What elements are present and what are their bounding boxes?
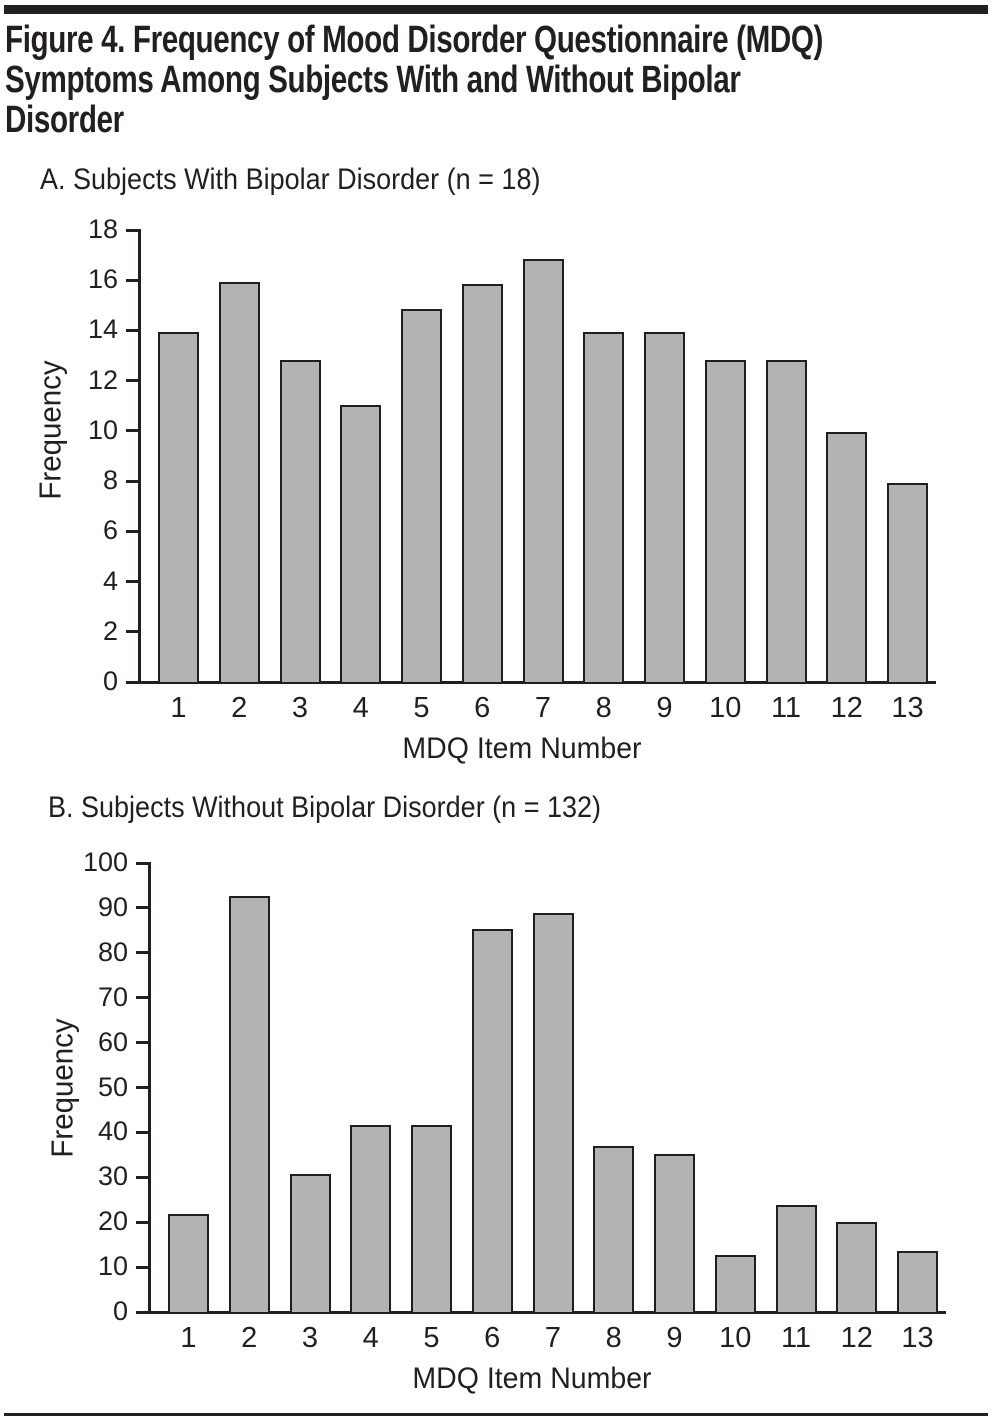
bar-item-9 bbox=[654, 1154, 695, 1314]
y-tick-label: 2 bbox=[102, 615, 118, 646]
y-tick-label: 4 bbox=[102, 565, 118, 596]
x-tick-label: 9 bbox=[666, 1322, 683, 1354]
figure-title-line-2: Symptoms Among Subjects With and Without Bipolar bbox=[5, 59, 741, 101]
y-tick-label: 8 bbox=[102, 465, 118, 496]
x-tick-label: 7 bbox=[544, 1322, 562, 1354]
bar-item-12 bbox=[826, 432, 867, 684]
y-tick-label: 12 bbox=[87, 364, 118, 395]
y-tick-mark bbox=[126, 681, 138, 684]
figure-title bbox=[5, 20, 994, 140]
y-tick-label: 100 bbox=[82, 847, 128, 877]
x-tick-label: 3 bbox=[301, 1322, 319, 1354]
x-tick-label: 7 bbox=[534, 692, 552, 724]
x-tick-label: 6 bbox=[474, 692, 491, 724]
bar-item-1 bbox=[168, 1214, 209, 1314]
bar-item-7 bbox=[523, 259, 564, 684]
y-tick-mark bbox=[126, 480, 138, 483]
bar-item-8 bbox=[593, 1146, 634, 1314]
y-tick-label: 70 bbox=[97, 981, 128, 1012]
y-tick-label: 18 bbox=[87, 214, 118, 244]
y-axis bbox=[138, 229, 141, 684]
bar-item-12 bbox=[836, 1222, 877, 1314]
x-tick-label: 1 bbox=[170, 692, 187, 724]
x-tick-label: 8 bbox=[595, 692, 612, 724]
x-tick-label: 13 bbox=[891, 692, 924, 724]
x-tick-label: 10 bbox=[709, 692, 742, 724]
top-rule bbox=[4, 5, 988, 14]
y-tick-label: 14 bbox=[87, 314, 118, 345]
y-tick-mark bbox=[136, 1086, 148, 1089]
y-tick-mark bbox=[126, 580, 138, 583]
bar-item-13 bbox=[897, 1251, 938, 1314]
y-tick-mark bbox=[136, 862, 148, 865]
figure-title-line-1: Figure 4. Frequency of Mood Disorder Questionnaire (MDQ) bbox=[5, 19, 824, 61]
y-tick-mark bbox=[136, 1221, 148, 1224]
x-tick-label: 2 bbox=[241, 1322, 258, 1354]
y-tick-label: 0 bbox=[112, 1296, 128, 1326]
y-tick-label: 20 bbox=[97, 1206, 128, 1237]
x-tick-label: 5 bbox=[413, 692, 430, 724]
x-tick-label: 8 bbox=[605, 1322, 622, 1354]
bar-item-11 bbox=[766, 360, 807, 684]
x-tick-label: 11 bbox=[770, 692, 802, 724]
bar-item-1 bbox=[158, 332, 199, 684]
bar-item-5 bbox=[401, 309, 442, 684]
bar-item-13 bbox=[887, 483, 928, 684]
y-tick-label: 6 bbox=[102, 515, 118, 546]
bar-item-3 bbox=[280, 360, 321, 684]
bar-item-9 bbox=[644, 332, 685, 684]
y-tick-mark bbox=[126, 379, 138, 382]
y-tick-mark bbox=[126, 329, 138, 332]
y-tick-mark bbox=[126, 429, 138, 432]
y-tick-mark bbox=[126, 229, 138, 232]
y-tick-label: 90 bbox=[97, 891, 128, 922]
y-tick-label: 10 bbox=[97, 1251, 128, 1282]
x-tick-label: 11 bbox=[780, 1322, 812, 1354]
bar-item-7 bbox=[533, 913, 574, 1314]
bar-item-8 bbox=[583, 332, 624, 684]
y-tick-mark bbox=[136, 1176, 148, 1179]
y-tick-mark bbox=[136, 1131, 148, 1134]
y-tick-mark bbox=[136, 1311, 148, 1314]
y-tick-label: 60 bbox=[97, 1026, 128, 1057]
x-tick-label: 13 bbox=[901, 1322, 934, 1354]
y-tick-mark bbox=[126, 630, 138, 633]
x-tick-label: 5 bbox=[423, 1322, 440, 1354]
y-tick-label: 40 bbox=[97, 1116, 128, 1147]
x-axis-title: MDQ Item Number bbox=[402, 732, 642, 765]
y-tick-label: 10 bbox=[87, 414, 118, 445]
x-tick-label: 3 bbox=[291, 692, 309, 724]
y-tick-mark bbox=[126, 530, 138, 533]
y-tick-label: 50 bbox=[97, 1071, 128, 1102]
x-tick-label: 12 bbox=[840, 1322, 873, 1354]
y-tick-label: 80 bbox=[97, 936, 128, 967]
y-tick-mark bbox=[136, 996, 148, 999]
bar-item-10 bbox=[715, 1255, 756, 1314]
x-tick-label: 4 bbox=[352, 692, 369, 724]
x-tick-label: 4 bbox=[362, 1322, 379, 1354]
bar-item-2 bbox=[219, 282, 260, 684]
y-tick-mark bbox=[136, 951, 148, 954]
bar-item-6 bbox=[462, 284, 503, 684]
y-tick-label: 16 bbox=[87, 264, 118, 295]
y-axis bbox=[148, 862, 151, 1314]
y-axis-title: Frequency bbox=[44, 1018, 80, 1158]
y-tick-mark bbox=[126, 279, 138, 282]
bar-item-2 bbox=[229, 896, 270, 1314]
bar-item-5 bbox=[411, 1125, 452, 1314]
x-tick-label: 1 bbox=[180, 1322, 197, 1354]
x-tick-label: 2 bbox=[231, 692, 248, 724]
y-axis-title: Frequency bbox=[32, 360, 68, 500]
bar-item-4 bbox=[350, 1125, 391, 1314]
y-tick-mark bbox=[136, 1041, 148, 1044]
bar-item-4 bbox=[340, 405, 381, 684]
bar-item-10 bbox=[705, 360, 746, 684]
y-tick-mark bbox=[136, 1266, 148, 1269]
bar-item-6 bbox=[472, 929, 513, 1314]
x-tick-label: 9 bbox=[656, 692, 673, 724]
bar-item-11 bbox=[776, 1205, 817, 1314]
y-tick-mark bbox=[136, 906, 148, 909]
panel-a-heading: A. Subjects With Bipolar Disorder (n = 18) bbox=[40, 163, 541, 196]
bar-item-3 bbox=[290, 1174, 331, 1314]
panel-b-heading: B. Subjects Without Bipolar Disorder (n = 132) bbox=[48, 791, 602, 824]
x-tick-label: 12 bbox=[830, 692, 863, 724]
x-axis-title: MDQ Item Number bbox=[412, 1362, 652, 1395]
x-tick-label: 10 bbox=[719, 1322, 752, 1354]
figure-title-line-3: Disorder bbox=[5, 99, 124, 141]
bottom-rule bbox=[4, 1413, 988, 1416]
y-tick-label: 0 bbox=[102, 666, 118, 696]
y-tick-label: 30 bbox=[97, 1161, 128, 1192]
x-tick-label: 6 bbox=[484, 1322, 501, 1354]
